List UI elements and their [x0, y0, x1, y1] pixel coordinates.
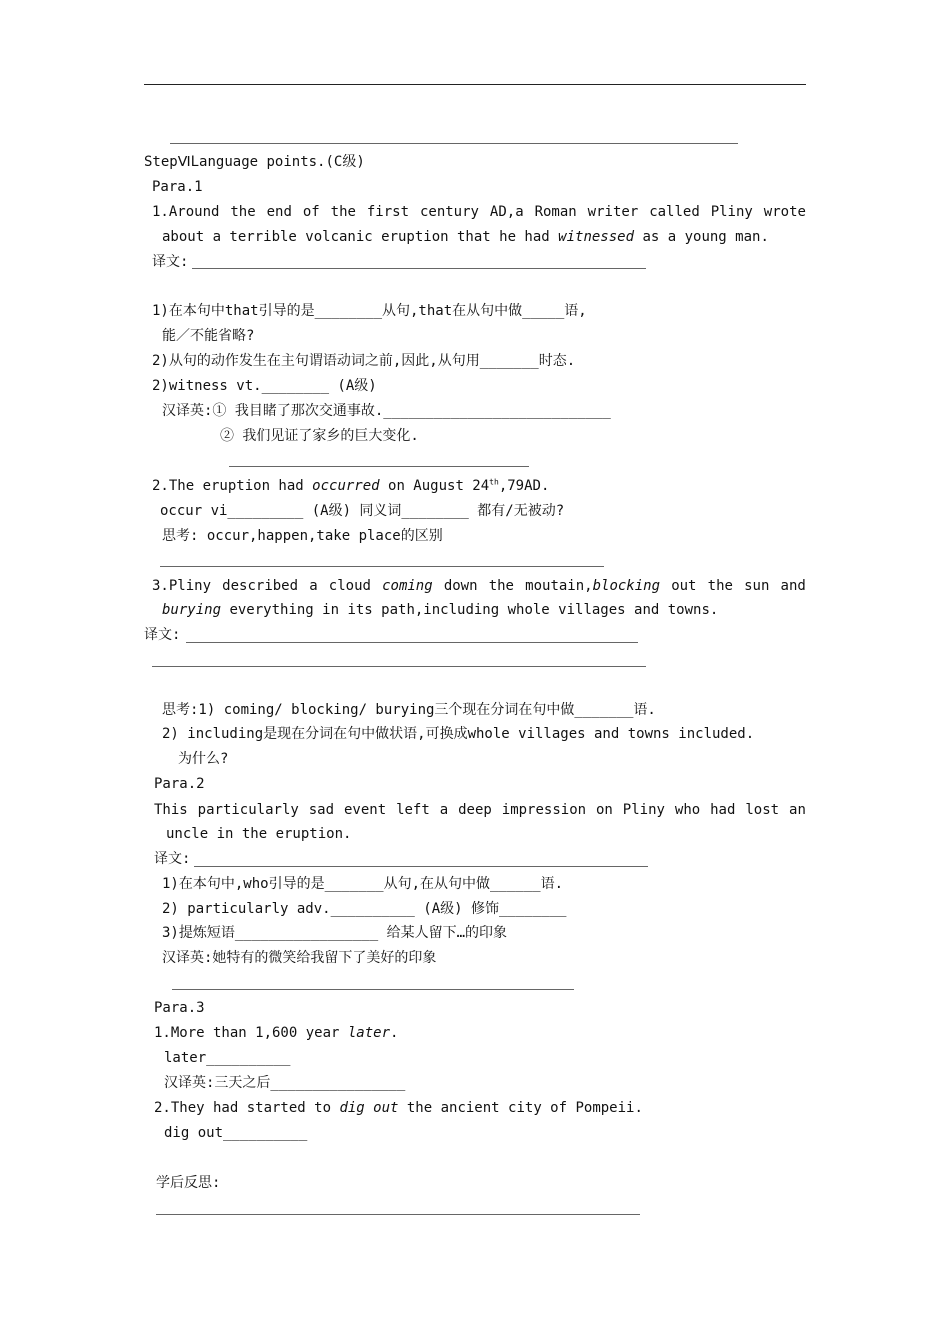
translation-blank [186, 642, 638, 643]
question: 思考:1) coming/ blocking/ burying三个现在分词在句中做_______语. [162, 702, 656, 718]
exercise: 汉译英:① 我目睹了那次交通事故.___________________________ [162, 403, 611, 419]
para1-sentence2: 2.The eruption had occurred on August 24th,79AD. [152, 477, 550, 494]
exercise: 汉译英:她特有的微笑给我留下了美好的印象 [162, 950, 437, 966]
blank-line [229, 466, 529, 467]
word: described [222, 578, 299, 594]
word: century [419, 204, 479, 220]
word: called [649, 204, 700, 220]
translation-label: 译文: [152, 254, 189, 270]
blank-line [172, 989, 574, 990]
word: Pliny [622, 802, 665, 818]
word: the [330, 204, 356, 220]
blank-line [170, 143, 738, 144]
word: of [302, 204, 320, 220]
word: 1.Around [152, 204, 220, 220]
translation-blank [192, 268, 646, 269]
question: dig out__________ [164, 1125, 308, 1141]
question: 为什么? [178, 751, 229, 767]
keyword-witnessed: witnessed [558, 229, 635, 245]
para2-sentence-line2: uncle in the eruption. [166, 826, 352, 842]
word: who [674, 802, 701, 818]
word: had [710, 802, 736, 818]
keyword-occurred: occurred [312, 478, 380, 494]
question: 3)提炼短语_________________ 给某人留下…的印象 [162, 925, 508, 941]
word: Pliny [710, 204, 753, 220]
question: 2) including是现在分词在句中做状语,可换成whole villages and towns included. [162, 726, 755, 742]
para1-sentence3-line1 [152, 576, 806, 596]
para3-label: Para.3 [154, 1000, 205, 1016]
keyword-burying: burying [162, 602, 222, 618]
word: a [309, 578, 318, 594]
word: a [439, 802, 449, 818]
word: 3.Pliny [152, 578, 212, 594]
word: wrote [763, 204, 806, 220]
reflection-label: 学后反思: [156, 1175, 221, 1191]
word: the [707, 578, 733, 594]
blank-line [160, 566, 604, 567]
translation-blank [194, 866, 648, 867]
word: This [154, 802, 188, 818]
word: the [230, 204, 256, 220]
question: 1)在本句中that引导的是________从句,that在从句中做_____语, [152, 303, 587, 319]
translation-label: 译文: [154, 851, 191, 867]
word: first [366, 204, 410, 220]
word: on [596, 802, 613, 818]
keyword-blocking: blocking [592, 578, 661, 594]
question: 1)在本句中,who引导的是_______从句,在从句中做______语. [162, 876, 564, 892]
keyword-dig-out: dig out [339, 1100, 399, 1116]
question: later__________ [164, 1050, 291, 1066]
header-rule [144, 84, 806, 85]
word: left [396, 802, 430, 818]
word: particularly [197, 802, 299, 818]
word: an [789, 802, 806, 818]
question: occur vi_________ (A级) 同义词________ 都有/无被动? [160, 503, 565, 519]
reflection-blank [156, 1214, 640, 1215]
word: moutain,blocking [525, 578, 661, 594]
translation-label: 译文: [144, 627, 181, 643]
exercise: ② 我们见证了家乡的巨大变化. [220, 428, 419, 444]
word: coming [382, 578, 433, 594]
word: sun [744, 578, 770, 594]
word: and [780, 578, 806, 594]
para2-label: Para.2 [154, 776, 205, 792]
word: out [671, 578, 697, 594]
para1-label: Para.1 [152, 179, 203, 195]
section-heading: StepⅥLanguage points.(C级) [144, 154, 365, 170]
word: sad [308, 802, 335, 818]
word: Roman [534, 204, 577, 220]
word: writer [587, 204, 639, 220]
para2-sentence-line1 [154, 800, 806, 820]
keyword-later: later [347, 1025, 391, 1041]
para3-sentence2: 2.They had started to dig out the ancient city of Pompeii. [154, 1100, 643, 1116]
word: impression [501, 802, 587, 818]
word: end [266, 204, 292, 220]
word: AD,a [489, 204, 524, 220]
para1-sentence1-line2: about a terrible volcanic eruption that he had witnessed as a young man. [162, 229, 769, 245]
para3-sentence1: 1.More than 1,600 year later. [154, 1025, 399, 1041]
word: deep [458, 802, 492, 818]
question: 思考: occur,happen,take place的区别 [162, 528, 443, 544]
blank-line [152, 666, 646, 667]
question: 2)从句的动作发生在主句谓语动词之前,因此,从句用_______时态. [152, 353, 576, 369]
word: lost [745, 802, 780, 818]
word: event [343, 802, 387, 818]
word: down [443, 578, 478, 594]
question: 2)witness vt.________ (A级) [152, 378, 377, 394]
para1-sentence1-line1 [152, 202, 806, 222]
para1-sentence3-line2: burying everything in its path,including whole villages and towns. [162, 602, 719, 618]
question: 2) particularly adv.__________ (A级) 修饰________ [162, 901, 567, 917]
question: 能／不能省略? [162, 328, 255, 344]
exercise: 汉译英:三天之后________________ [164, 1075, 406, 1091]
word: cloud [328, 578, 371, 594]
word: the [488, 578, 514, 594]
